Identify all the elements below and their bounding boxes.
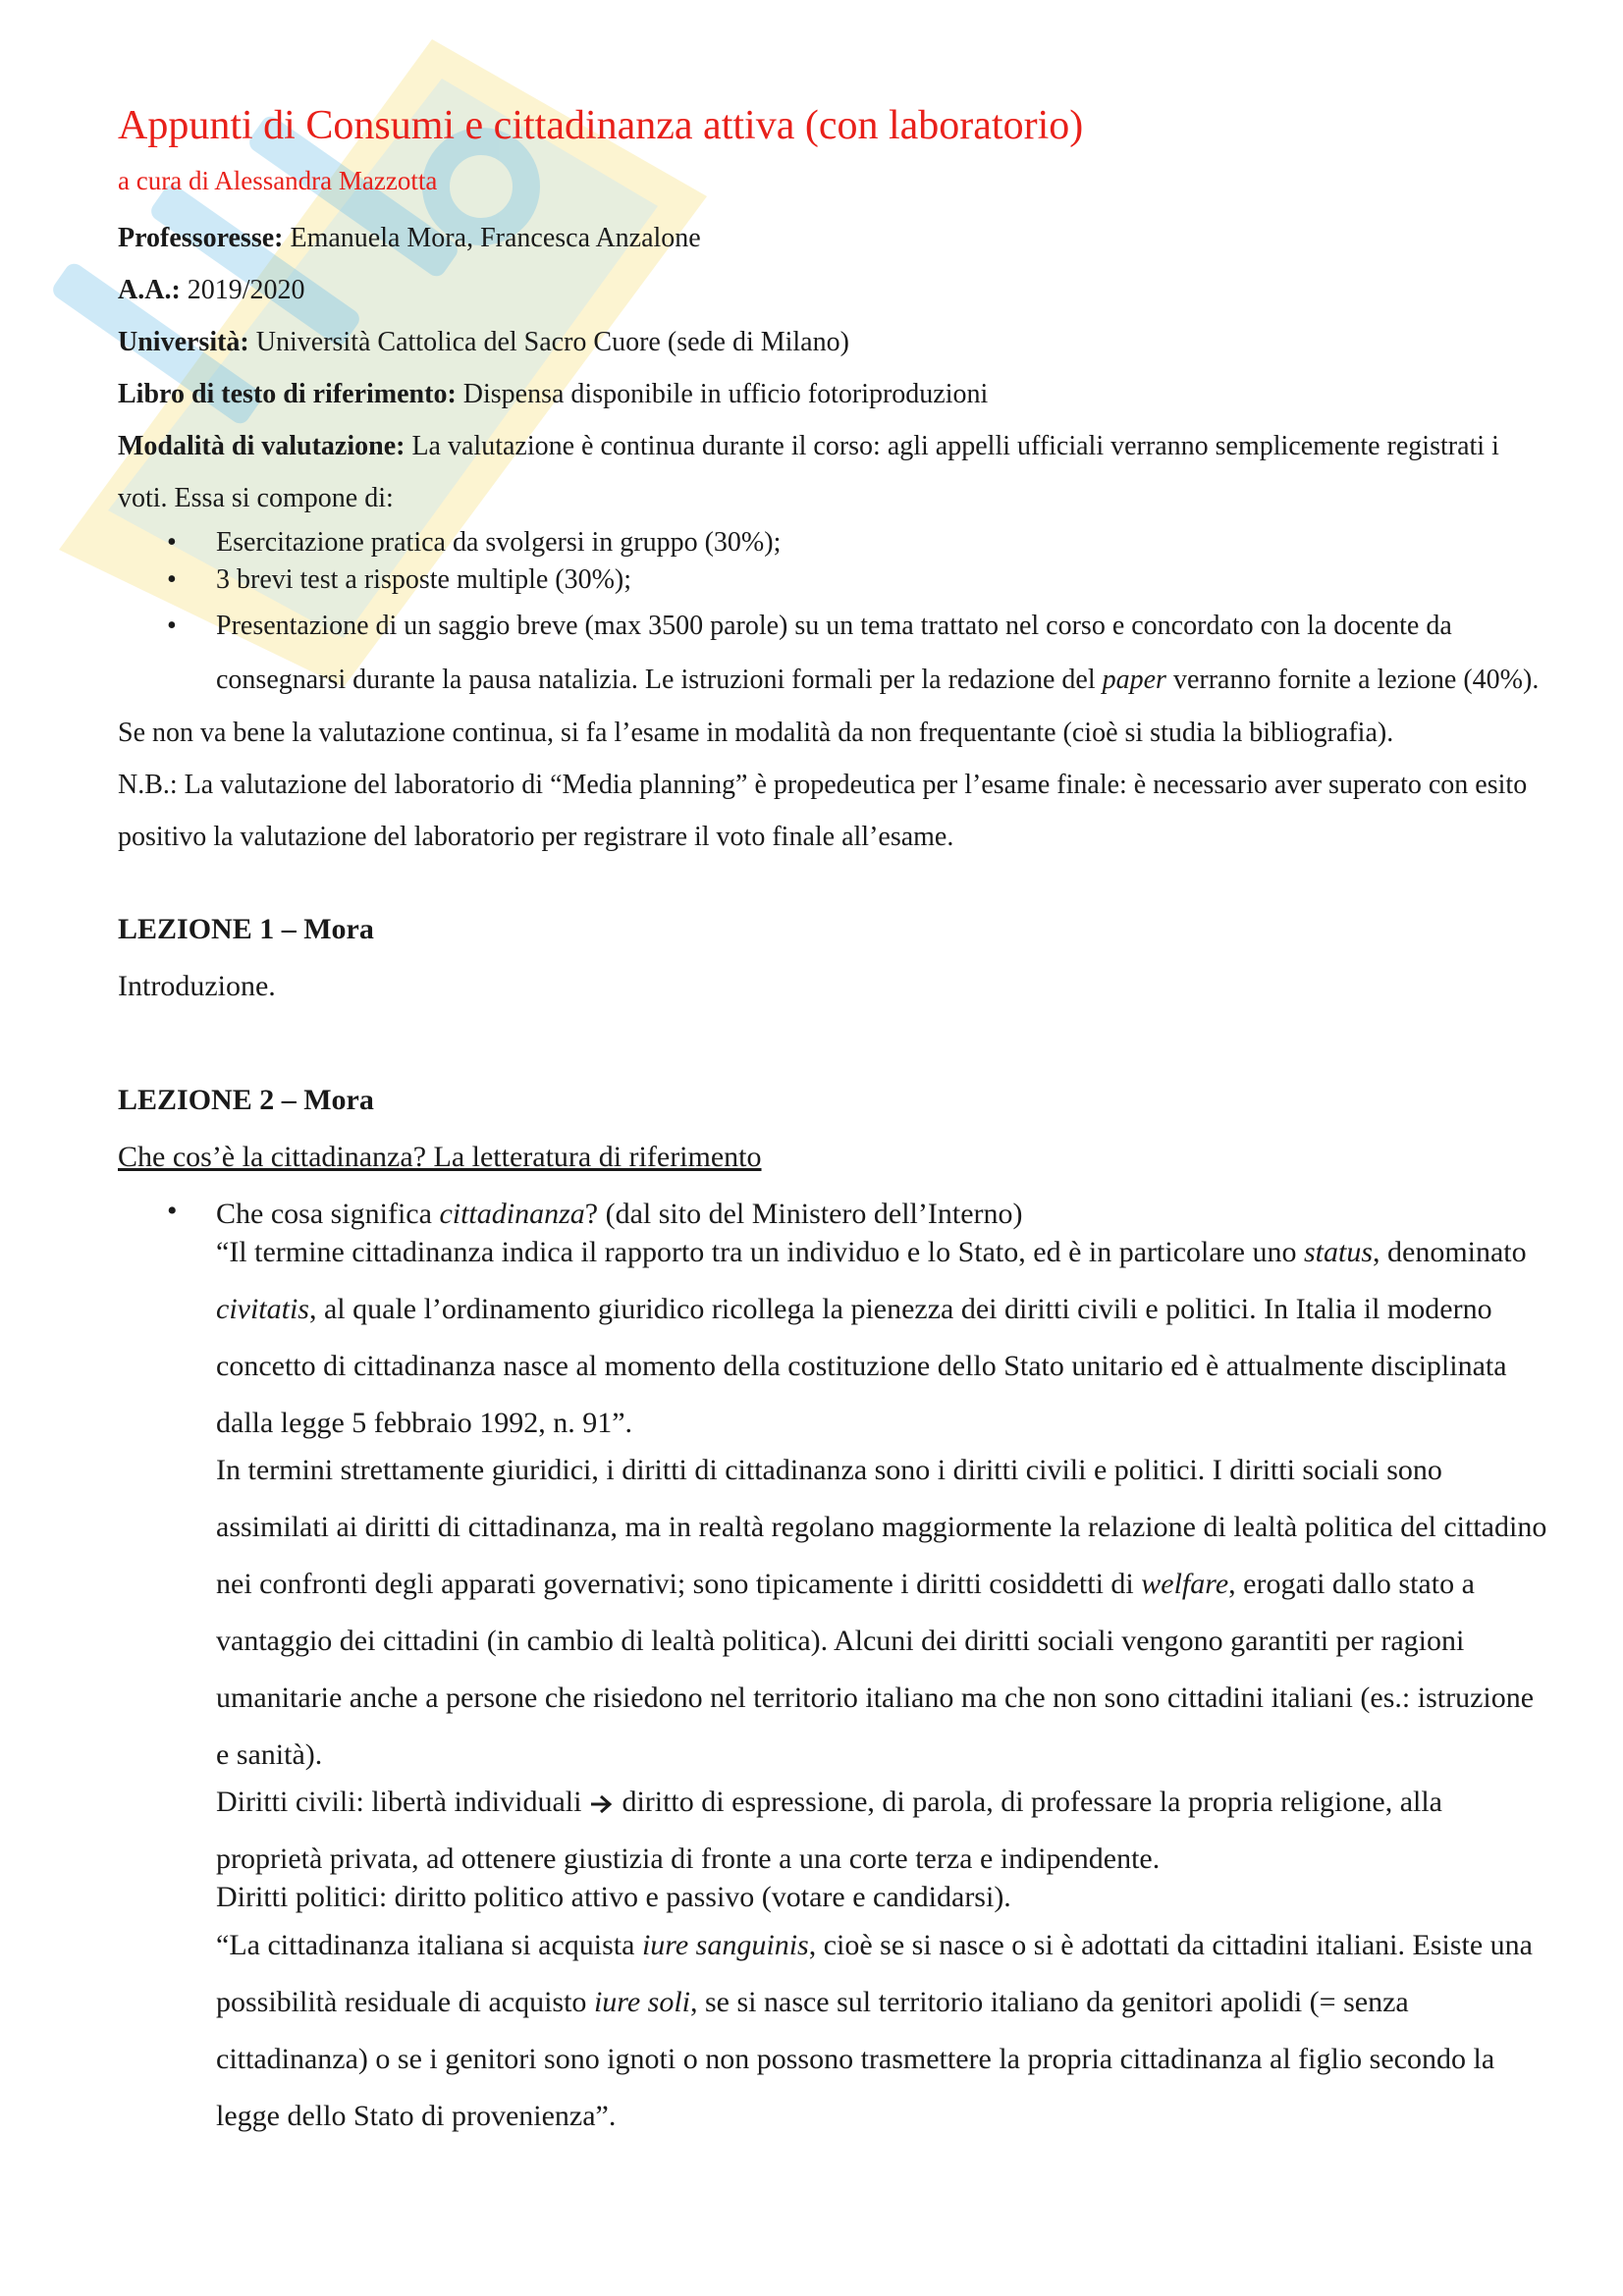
list-item: [118, 1195, 1551, 2145]
lezione-2-heading: LEZIONE 2 – Mora: [118, 1084, 374, 1116]
valutazione-paragraph: Modalità di valutazione: La valutazione è continua durante il corso: agli appelli ufficiali verranno semplicemente registrati i voti. Essa si compone di:: [118, 431, 1499, 513]
diritti-paragraph: In termini strettamente giuridici, i diritti di cittadinanza sono i diritti civili e politici. I diritti sociali sono assimilati ai diritti di cittadinanza, ma in realtà regolano maggiormente la relazione di lealtà politica del cittadino nei confronti degli apparati governativi; sono tipicamente i diritti cosiddetti di welfare, erogati dallo stato a vantaggio dei cittadini (in cambio di lealtà politica). Alcuni dei diritti sociali vengono garantiti per ragioni umanitarie anche a persone che risiedono nel territorio italiano ma che non sono cittadini italiani (es.: istruzione e sanità).: [216, 1454, 1547, 1771]
valutazione-note-2: N.B.: La valutazione del laboratorio di “Media planning” è propedeutica per l’esame finale: è necessario aver superato con esito positivo la valutazione del laboratorio per registrare il voto finale all’esame.: [118, 770, 1528, 852]
valutazione-note-1: Se non va bene la valutazione continua, si fa l’esame in modalità da non frequentante (cioè si studia la bibliografia).: [118, 718, 1394, 748]
document-page: [118, 98, 1551, 2145]
diritti-civili-paragraph: Diritti civili: libertà individuali diritto di espressione, di parola, di professare la propria religione, alla proprietà privata, ad ottenere giustizia di fronte a una corte terza e indipendente.: [216, 1786, 1442, 1875]
lezione-2-subtitle: Che cos’è la cittadinanza? La letteratura di riferimento: [118, 1141, 762, 1173]
info-universita: Università: Università Cattolica del Sacro Cuore (sede di Milano): [118, 327, 849, 357]
document-title: Appunti di Consumi e cittadinanza attiva (con laboratorio): [118, 103, 1084, 148]
info-libro-testo: Libro di testo di riferimento: Dispensa disponibile in ufficio fotoriproduzioni: [118, 379, 989, 409]
list-item: • Esercitazione pratica da svolgersi in gruppo (30%);: [118, 524, 1551, 561]
valutazione-list: [118, 524, 1551, 707]
info-anno-accademico: A.A.: 2019/2020: [118, 275, 305, 305]
lezione-1-heading: LEZIONE 1 – Mora: [118, 913, 374, 945]
list-item: • 3 brevi test a risposte multiple (30%);: [118, 561, 1551, 599]
acquisto-cittadinanza-paragraph: “La cittadinanza italiana si acquista iure sanguinis, cioè se si nasce o si è adottati da cittadini italiani. Esiste una possibilità residuale di acquisto iure soli, se si nasce sul territorio italiano da genitori apolidi (= senza cittadinanza) o se i genitori sono ignoti o non possono trasmettere la propria cittadinanza al figlio secondo la legge dello Stato di provenienza”.: [216, 1929, 1533, 2132]
definition-paragraph: “Il termine cittadinanza indica il rapporto tra un individuo e lo Stato, ed è in particolare uno status, denominato civitatis, al quale l’ordinamento giuridico ricollega la pienezza dei diritti civili e politici. In Italia il moderno concetto di cittadinanza nasce al momento della costituzione dello Stato unitario ed è attualmente disciplinata dalla legge 5 febbraio 1992, n. 91”.: [216, 1236, 1527, 1439]
arrow-right-icon: [589, 1793, 615, 1815]
info-professoresse: Professoresse: Emanuela Mora, Francesca Anzalone: [118, 223, 701, 253]
document-author: a cura di Alessandra Mazzotta: [118, 166, 438, 195]
lezione-1-text: Introduzione.: [118, 970, 276, 1002]
question-line: • Che cosa significa cittadinanza? (dal sito del Ministero dell’Interno): [216, 1198, 1023, 1230]
lezione-2-list: [118, 1195, 1551, 2145]
list-item: • Presentazione di un saggio breve (max 3500 parole) su un tema trattato nel corso e concordato con la docente da consegnarsi durante la pausa natalizia. Le istruzioni formali per la redazione del paper verranno fornite a lezione (40%).: [118, 599, 1551, 707]
diritti-politici-line: Diritti politici: diritto politico attivo e passivo (votare e candidarsi).: [216, 1881, 1011, 1913]
